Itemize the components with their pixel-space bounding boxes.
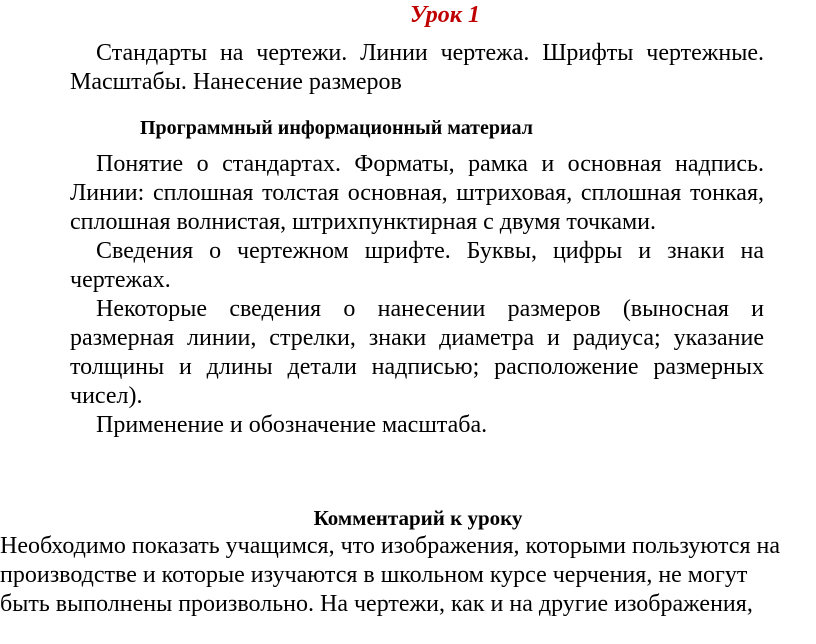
paragraph-standards: Понятие о стандартах. Форматы, рамка и основная надпись. Линии: сплошная толстая основная, штриховая, сплошная тонкая, сплошная волнистая, штрихпунктирная с двумя точками. <box>70 151 764 235</box>
lesson-subtitle-block <box>70 39 764 97</box>
comment-text: Необходимо показать учащимся, что изображения, которыми пользуются на производстве и которые изучаются в школьном курсе черчения, не могут быть выполнены произвольно. На чертежи, как и на другие изображения, <box>0 533 780 617</box>
program-section-heading: Программный информационный материал <box>140 117 533 139</box>
lesson-title: Урок 1 <box>410 2 480 28</box>
comment-section-body <box>0 532 780 619</box>
comment-section-heading: Комментарий к уроку <box>313 506 523 530</box>
program-section-content <box>70 150 764 440</box>
paragraph-font: Сведения о чертежном шрифте. Буквы, цифры и знаки на чертежах. <box>70 238 764 293</box>
lesson-subtitle: Стандарты на чертежи. Линии чертежа. Шрифты чертежные. Масштабы. Нанесение размеров <box>70 40 764 95</box>
paragraph-scale: Применение и обозначение масштаба. <box>96 412 488 438</box>
paragraph-dimensions: Некоторые сведения о нанесении размеров (выносная и размерная линии, стрелки, знаки диаметра и радиуса; указание толщины и длины детали надписью; расположение размерных чисел). <box>70 296 764 409</box>
